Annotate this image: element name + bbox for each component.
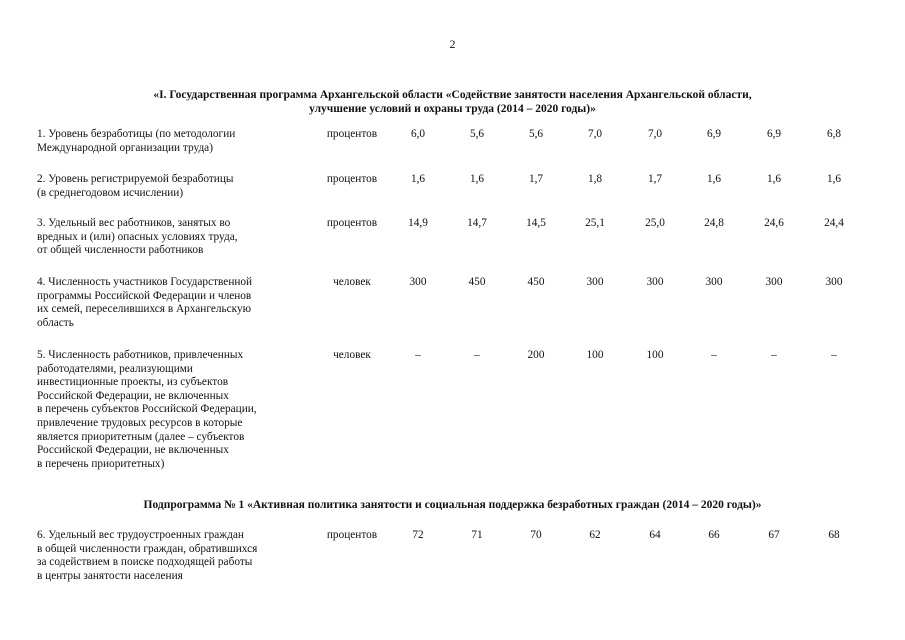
value-cell: 1,7	[647, 173, 663, 185]
value-cell: 62	[589, 529, 601, 541]
section-title	[60, 88, 845, 116]
value-cell: 5,6	[528, 128, 544, 140]
label-line: Международной организации труда)	[37, 141, 213, 154]
value-cell: –	[711, 349, 717, 361]
value-cell: 1,6	[706, 173, 722, 185]
value-cell: –	[831, 349, 837, 361]
label-line: инвестиционные проекты, из субъектов	[37, 376, 229, 389]
indicator-label	[37, 217, 317, 258]
label-line: является приоритетным (далее – субъектов	[37, 430, 245, 443]
value-cell: –	[771, 349, 777, 361]
value-cell: 1,6	[410, 173, 426, 185]
value-cell: 7,0	[587, 128, 603, 140]
indicator-label	[37, 276, 317, 330]
value-cell: 64	[649, 529, 661, 541]
value-cell: 450	[468, 276, 486, 288]
value-cell: 6,9	[766, 128, 782, 140]
label-line: от общей численности работников	[37, 244, 204, 257]
value-cell: 1,8	[587, 173, 603, 185]
value-cell: 6,8	[826, 128, 842, 140]
label-line: 1. Уровень безработицы (по методологии	[37, 128, 236, 140]
value-cell: 14,9	[408, 217, 428, 229]
label-line: в общей численности граждан, обратившихся	[37, 542, 258, 555]
label-line: 6. Удельный вес трудоустроенных граждан	[37, 529, 244, 541]
indicator-label	[37, 529, 317, 583]
value-cell: 300	[586, 276, 604, 288]
label-line: их семей, переселившихся в Архангельскую	[37, 303, 252, 316]
label-line: 2. Уровень регистрируемой безработицы	[37, 173, 234, 185]
value-cell: 300	[765, 276, 783, 288]
label-line: за содействием в поиске подходящей работы	[37, 556, 253, 569]
value-cell: –	[415, 349, 421, 361]
indicator-unit: процентов	[326, 128, 378, 140]
indicator-label	[37, 173, 317, 200]
label-line: область	[37, 316, 74, 329]
value-cell: 300	[646, 276, 664, 288]
subprogram-title: Подпрограмма № 1 «Активная политика занятости и социальная поддержка безработных граждан (2014 – 2020 годы)»	[143, 499, 762, 511]
indicator-unit: человек	[333, 276, 371, 288]
value-cell: 1,6	[469, 173, 485, 185]
indicator-unit: процентов	[326, 529, 378, 541]
label-line: (в среднегодовом исчислении)	[37, 186, 184, 199]
indicator-unit: человек	[333, 349, 371, 361]
value-cell: 1,6	[826, 173, 842, 185]
value-cell: 67	[768, 529, 780, 541]
value-cell: 450	[527, 276, 545, 288]
value-cell: 300	[409, 276, 427, 288]
label-line: Российской Федерации, не включенных	[37, 444, 229, 457]
page-number: 2	[449, 37, 456, 51]
value-cell: 24,8	[704, 217, 724, 229]
label-line: в перечень субъектов Российской Федерации,	[37, 403, 257, 416]
indicator-unit: процентов	[326, 217, 378, 229]
label-line: работодателями, реализующими	[37, 362, 193, 375]
value-cell: 14,7	[467, 217, 487, 229]
label-line: 4. Численность участников Государственной	[37, 276, 253, 288]
value-cell: 1,7	[528, 173, 544, 185]
value-cell: 70	[530, 529, 542, 541]
value-cell: 72	[412, 529, 424, 541]
value-cell: 100	[586, 349, 604, 361]
value-cell: 68	[828, 529, 840, 541]
label-line: в перечень приоритетных)	[37, 457, 165, 470]
label-line: 5. Численность работников, привлеченных	[37, 349, 244, 361]
label-line: вредных и (или) опасных условиях труда,	[37, 230, 238, 243]
value-cell: 66	[708, 529, 720, 541]
indicator-label	[37, 128, 317, 155]
value-cell: 1,6	[766, 173, 782, 185]
value-cell: 14,5	[526, 217, 546, 229]
label-line: Российской Федерации, не включенных	[37, 389, 229, 402]
value-cell: –	[474, 349, 480, 361]
value-cell: 71	[471, 529, 483, 541]
label-line: программы Российской Федерации и членов	[37, 289, 252, 302]
value-cell: 6,9	[706, 128, 722, 140]
value-cell: 6,0	[410, 128, 426, 140]
value-cell: 7,0	[647, 128, 663, 140]
value-cell: 300	[705, 276, 723, 288]
section-title-line: «I. Государственная программа Архангельской области «Содействие занятости населения Архангельской области,	[153, 89, 752, 101]
value-cell: 24,6	[764, 217, 784, 229]
value-cell: 300	[825, 276, 843, 288]
value-cell: 100	[646, 349, 664, 361]
value-cell: 24,4	[824, 217, 844, 229]
indicator-unit: процентов	[326, 173, 378, 185]
label-line: 3. Удельный вес работников, занятых во	[37, 217, 231, 229]
label-line: в центры занятости населения	[37, 569, 183, 582]
value-cell: 5,6	[469, 128, 485, 140]
value-cell: 200	[527, 349, 545, 361]
section-title-line: улучшение условий и охраны труда (2014 – 2020 годы)»	[309, 103, 596, 115]
indicator-label	[37, 349, 317, 471]
label-line: привлечение трудовых ресурсов в которые	[37, 416, 243, 429]
value-cell: 25,1	[585, 217, 605, 229]
value-cell: 25,0	[645, 217, 665, 229]
